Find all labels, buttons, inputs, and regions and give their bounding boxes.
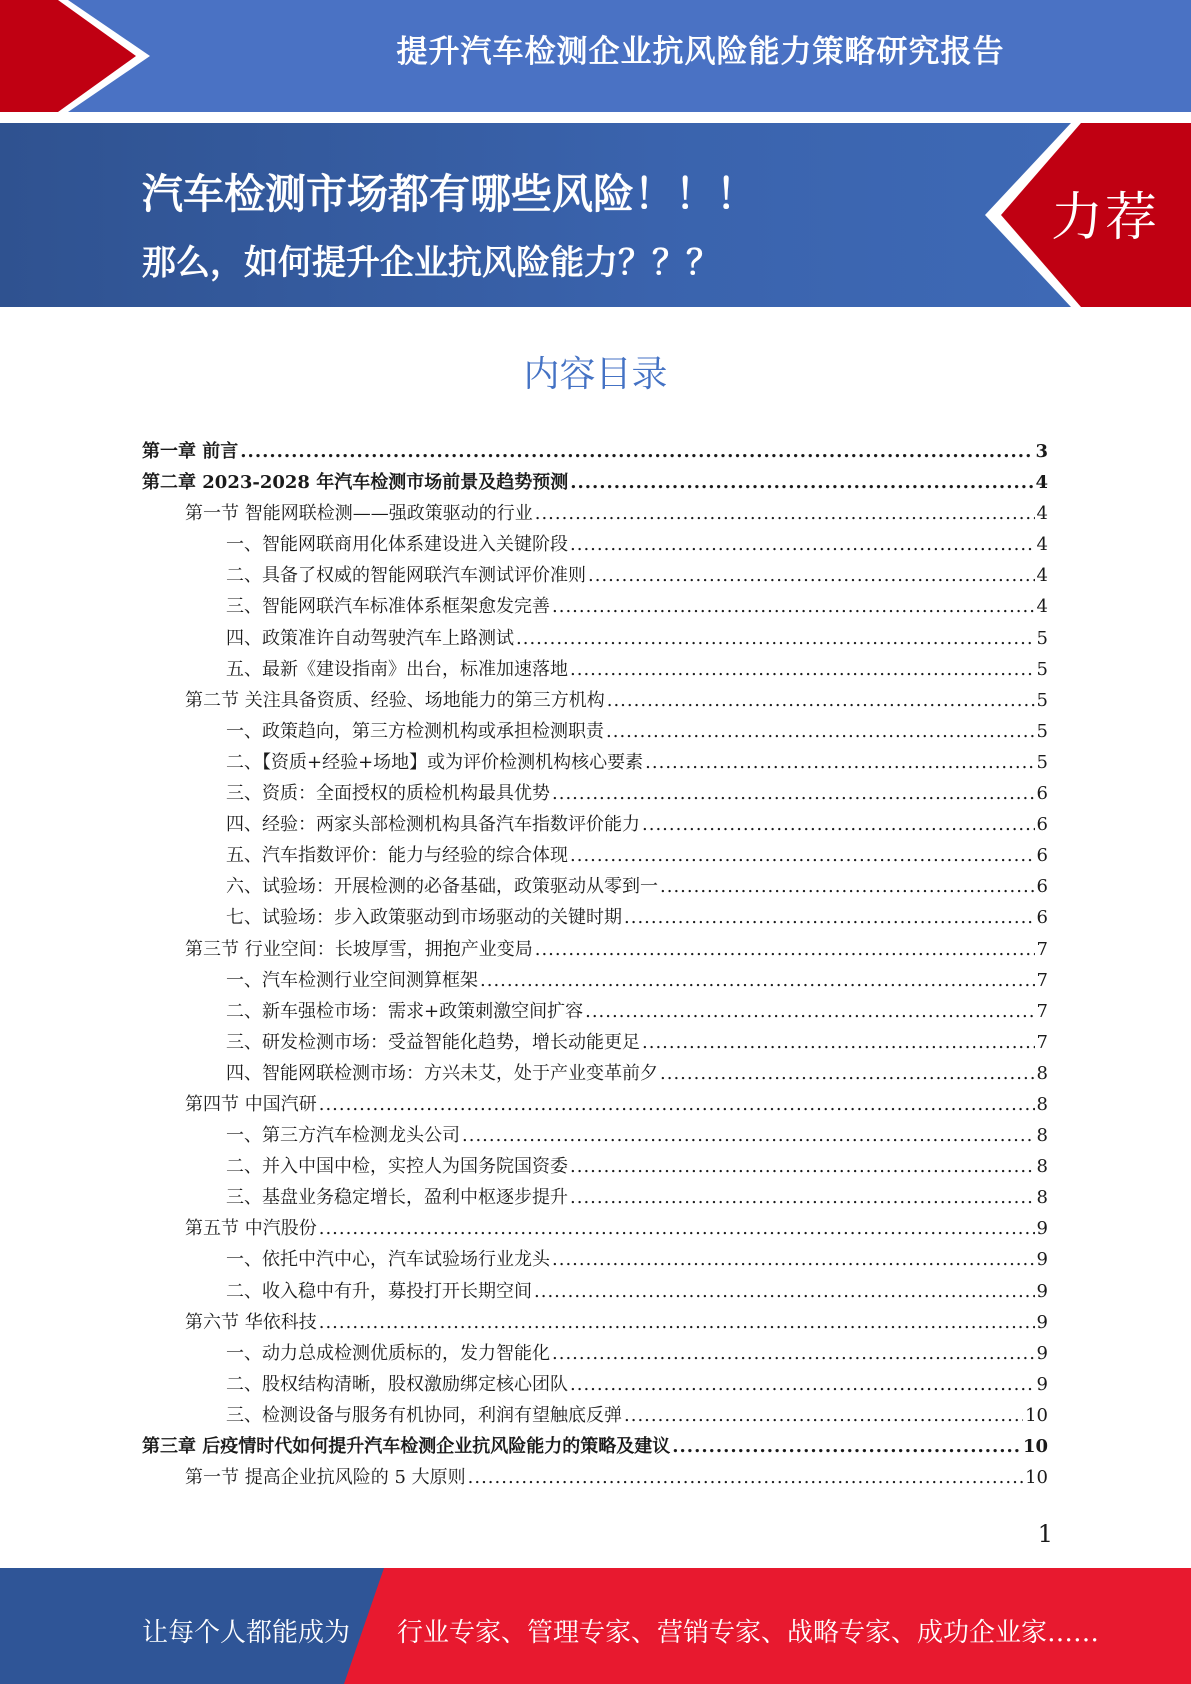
toc-entry[interactable] (142, 1432, 1048, 1463)
dot-leader (660, 876, 1035, 897)
toc-entry[interactable] (142, 810, 1048, 841)
toc-entry[interactable] (142, 1463, 1048, 1494)
dot-leader (552, 1249, 1035, 1270)
toc-entry-page: 8 (1036, 1125, 1048, 1147)
toc-entry-page: 7 (1036, 1000, 1048, 1022)
toc-entry[interactable] (142, 1401, 1048, 1432)
toc-entry-page: 7 (1036, 938, 1048, 960)
dot-leader (468, 1467, 1023, 1488)
toc-entry[interactable] (142, 966, 1048, 997)
toc-entry[interactable] (142, 997, 1048, 1028)
toc-entry[interactable] (142, 841, 1048, 872)
report-title: 提升汽车检测企业抗风险能力策略研究报告 (396, 34, 1005, 70)
red-arrow-decoration (0, 0, 160, 112)
toc-entry-page: 7 (1036, 969, 1048, 991)
dot-leader (552, 596, 1035, 617)
toc-entry[interactable] (142, 499, 1048, 530)
toc-entry[interactable] (142, 1370, 1048, 1401)
toc-entry[interactable] (142, 1277, 1048, 1308)
dot-leader (570, 1156, 1035, 1177)
toc-entry-title: 二、【资质+经验+场地】或为评价检测机构核心要素 (226, 751, 644, 773)
dot-leader (606, 721, 1035, 742)
toc-entry[interactable] (142, 1339, 1048, 1370)
toc-entry[interactable] (142, 1059, 1048, 1090)
dot-leader (319, 1312, 1035, 1333)
dot-leader (480, 970, 1035, 991)
toc-entry-title: 第一章 前言 (142, 441, 239, 462)
toc-entry-title: 六、试验场：开展检测的必备基础，政策驱动从零到一 (226, 876, 658, 898)
toc-entry-title: 二、股权结构清晰，股权激励绑定核心团队 (226, 1373, 568, 1395)
dot-leader (624, 907, 1035, 928)
toc-entry-page: 5 (1036, 720, 1048, 742)
toc-entry[interactable] (142, 779, 1048, 810)
toc-entry-title: 一、政策趋向，第三方检测机构或承担检测职责 (226, 720, 604, 742)
dot-leader (672, 1436, 1021, 1457)
toc-entry-page: 8 (1036, 1187, 1048, 1209)
toc-entry[interactable] (142, 561, 1048, 592)
toc-entry-page: 6 (1036, 783, 1048, 805)
toc-entry-page: 8 (1036, 1062, 1048, 1084)
table-of-contents (142, 437, 1048, 1494)
toc-entry[interactable] (142, 1308, 1048, 1339)
toc-entry-title: 二、具备了权威的智能网联汽车测试评价准则 (226, 565, 586, 587)
dot-leader (585, 1001, 1034, 1022)
toc-entry[interactable] (142, 717, 1048, 748)
dot-leader (552, 783, 1035, 804)
dot-leader (516, 628, 1035, 649)
dot-leader (570, 472, 1033, 493)
toc-entry[interactable] (142, 686, 1048, 717)
toc-entry[interactable] (142, 1183, 1048, 1214)
dot-leader (607, 690, 1035, 711)
toc-entry-page: 10 (1022, 1436, 1048, 1457)
toc-entry-page: 4 (1036, 534, 1048, 556)
toc-entry-title: 第五节 中汽股份 (185, 1218, 317, 1240)
dot-leader (240, 441, 1033, 462)
toc-entry-page: 4 (1036, 565, 1048, 587)
toc-entry-title: 三、研发检测市场：受益智能化趋势，增长动能更足 (226, 1031, 640, 1053)
dot-leader (535, 503, 1035, 524)
toc-entry-page: 7 (1036, 1031, 1048, 1053)
toc-entry[interactable] (142, 1214, 1048, 1245)
hero-subheadline: 那么，如何提升企业抗风险能力？？？ (142, 243, 720, 283)
dot-leader (319, 1094, 1035, 1115)
hero-banner (0, 123, 1191, 307)
dot-leader (535, 939, 1035, 960)
toc-entry-page: 9 (1036, 1311, 1048, 1333)
toc-entry-title: 一、依托中汽中心，汽车试验场行业龙头 (226, 1249, 550, 1271)
toc-entry-title: 三、资质：全面授权的质检机构最具优势 (226, 783, 550, 805)
toc-entry-title: 七、试验场：步入政策驱动到市场驱动的关键时期 (226, 907, 622, 929)
toc-entry-page: 6 (1036, 876, 1048, 898)
toc-entry-page: 9 (1036, 1249, 1048, 1271)
toc-entry-title: 二、新车强检市场：需求+政策刺激空间扩容 (226, 1000, 584, 1022)
toc-entry-title: 第一节 提高企业抗风险的 5 大原则 (185, 1467, 466, 1489)
dot-leader (588, 565, 1035, 586)
page-number: 1 (1037, 1520, 1053, 1548)
toc-entry-page: 9 (1036, 1373, 1048, 1395)
toc-entry[interactable] (142, 748, 1048, 779)
dot-leader (570, 659, 1035, 680)
toc-entry-title: 五、汽车指数评价：能力与经验的综合体现 (226, 845, 568, 867)
dot-leader (570, 1187, 1035, 1208)
toc-entry-page: 10 (1025, 1404, 1048, 1426)
dot-leader (660, 1063, 1035, 1084)
toc-entry-page: 9 (1036, 1280, 1048, 1302)
toc-entry[interactable] (142, 468, 1048, 499)
toc-entry-page: 4 (1036, 503, 1048, 525)
toc-entry-page: 8 (1036, 1156, 1048, 1178)
toc-entry-page: 4 (1035, 472, 1048, 494)
footer-slogan-right: 行业专家、管理专家、营销专家、战略专家、成功企业家…… (397, 1618, 1100, 1648)
toc-entry-title: 第一节 智能网联检测——强政策驱动的行业 (185, 503, 533, 525)
toc-entry-page: 4 (1036, 596, 1048, 618)
hero-headline: 汽车检测市场都有哪些风险！！！ (142, 170, 757, 218)
dot-leader (319, 1218, 1035, 1239)
toc-entry[interactable] (142, 437, 1048, 468)
dot-leader (552, 1343, 1035, 1364)
toc-entry-page: 6 (1036, 814, 1048, 836)
dot-leader (462, 1125, 1035, 1146)
toc-entry-page: 6 (1036, 845, 1048, 867)
footer-slogan-left: 让每个人都能成为 (142, 1618, 351, 1648)
toc-entry-title: 三、基盘业务稳定增长，盈利中枢逐步提升 (226, 1187, 568, 1209)
toc-entry-page: 9 (1036, 1218, 1048, 1240)
toc-entry-title: 一、第三方汽车检测龙头公司 (226, 1125, 460, 1147)
toc-entry-title: 一、动力总成检测优质标的，发力智能化 (226, 1342, 550, 1364)
toc-entry-title: 一、智能网联商用化体系建设进入关键阶段 (226, 534, 568, 556)
toc-entry-title: 第三章 后疫情时代如何提升汽车检测企业抗风险能力的策略及建议 (142, 1436, 671, 1457)
toc-entry-page: 5 (1036, 658, 1048, 680)
toc-entry-title: 四、智能网联检测市场：方兴未艾，处于产业变革前夕 (226, 1062, 658, 1084)
recommend-badge: 力荐 (1050, 188, 1159, 248)
toc-heading: 内容目录 (523, 354, 668, 395)
toc-entry-page: 8 (1036, 1093, 1048, 1115)
footer-banner (0, 1568, 1191, 1684)
toc-entry-title: 第四节 中国汽研 (185, 1093, 317, 1115)
toc-entry-page: 5 (1036, 751, 1048, 773)
toc-entry[interactable] (142, 1121, 1048, 1152)
toc-entry-title: 第三节 行业空间：长坡厚雪，拥抱产业变局 (185, 938, 533, 960)
toc-entry[interactable] (142, 592, 1048, 623)
toc-entry[interactable] (142, 1245, 1048, 1276)
dot-leader (624, 1405, 1023, 1426)
toc-entry[interactable] (142, 1152, 1048, 1183)
toc-entry-title: 一、汽车检测行业空间测算框架 (226, 969, 478, 991)
toc-entry[interactable] (142, 655, 1048, 686)
toc-entry[interactable] (142, 624, 1048, 655)
toc-entry-title: 五、最新《建设指南》出台，标准加速落地 (226, 658, 568, 680)
toc-entry-title: 第二章 2023-2028 年汽车检测市场前景及趋势预测 (142, 472, 569, 494)
dot-leader (534, 1281, 1035, 1302)
toc-entry-page: 9 (1036, 1342, 1048, 1364)
dot-leader (642, 1032, 1035, 1053)
dot-leader (642, 814, 1035, 835)
top-banner (0, 0, 1191, 112)
toc-entry[interactable] (142, 530, 1048, 561)
toc-entry[interactable] (142, 872, 1048, 903)
toc-entry-title: 第六节 华依科技 (185, 1311, 317, 1333)
toc-entry-title: 三、智能网联汽车标准体系框架愈发完善 (226, 596, 550, 618)
toc-entry-title: 二、收入稳中有升，募投打开长期空间 (226, 1280, 532, 1302)
toc-entry-page: 10 (1025, 1467, 1048, 1489)
toc-entry[interactable] (142, 903, 1048, 934)
toc-entry-page: 5 (1036, 627, 1048, 649)
dot-leader (645, 752, 1034, 773)
toc-entry-page: 3 (1035, 441, 1048, 462)
dot-leader (570, 845, 1035, 866)
toc-entry-page: 5 (1036, 689, 1048, 711)
toc-entry[interactable] (142, 935, 1048, 966)
toc-entry-title: 四、经验：两家头部检测机构具备汽车指数评价能力 (226, 814, 640, 836)
dot-leader (570, 534, 1035, 555)
dot-leader (570, 1374, 1035, 1395)
toc-entry-title: 三、检测设备与服务有机协同，利润有望触底反弹 (226, 1404, 622, 1426)
toc-entry-title: 四、政策准许自动驾驶汽车上路测试 (226, 627, 514, 649)
toc-entry-page: 6 (1036, 907, 1048, 929)
toc-entry-title: 第二节 关注具备资质、经验、场地能力的第三方机构 (185, 689, 605, 711)
toc-entry[interactable] (142, 1090, 1048, 1121)
toc-entry-title: 二、并入中国中检，实控人为国务院国资委 (226, 1156, 568, 1178)
toc-entry[interactable] (142, 1028, 1048, 1059)
